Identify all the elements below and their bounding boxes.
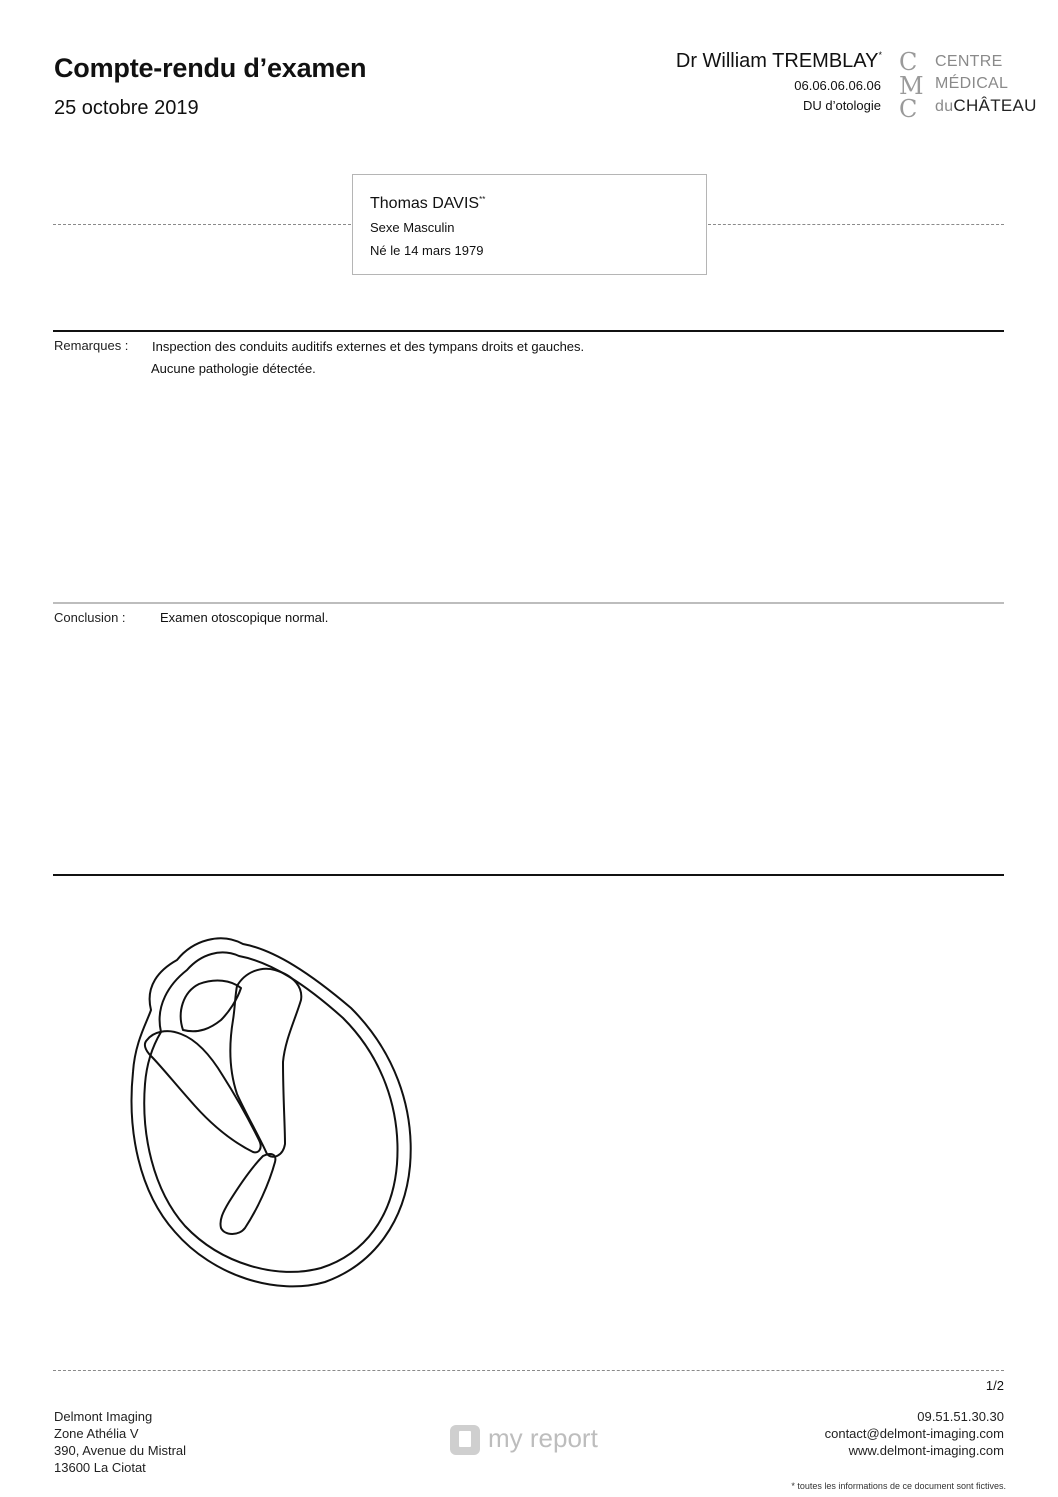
conclusion-label: Conclusion : bbox=[54, 610, 126, 625]
footer-company: Delmont Imaging bbox=[54, 1409, 153, 1424]
logo-line-3-light: du bbox=[935, 98, 954, 115]
logo-letter-m: M bbox=[899, 72, 924, 100]
remarks-top-rule bbox=[53, 330, 1004, 332]
footer-contact-block bbox=[825, 1408, 1004, 1459]
myreport-brand bbox=[450, 1423, 610, 1457]
footer-address-line-2: 390, Avenue du Mistral bbox=[54, 1443, 187, 1458]
patient-card bbox=[352, 174, 707, 275]
patient-name bbox=[370, 195, 485, 213]
clinic-logo bbox=[897, 50, 1057, 125]
report-title: Compte-rendu d’examen bbox=[54, 53, 367, 83]
logo-letter-c1: C bbox=[899, 48, 918, 76]
footer-address-line-3: 13600 La Ciotat bbox=[54, 1460, 146, 1475]
doctor-name-text: Dr William TREMBLAY bbox=[675, 50, 879, 72]
light-reflex bbox=[220, 1154, 275, 1234]
remarks-line-2: Aucune pathologie détectée. bbox=[151, 361, 316, 376]
doctor-specialty: DU d’otologie bbox=[802, 98, 881, 113]
remarks-line-1: Inspection des conduits auditifs externes et des tympans droits et gauches. bbox=[152, 339, 585, 354]
tympanum-inner-ring bbox=[144, 952, 397, 1271]
logo-line-1: CENTRE bbox=[935, 53, 1003, 70]
tympanum-outer-ring bbox=[132, 938, 411, 1286]
logo-line-2: MÉDICAL bbox=[935, 75, 1009, 92]
malleus-handle bbox=[230, 969, 301, 1157]
doctor-phone: 06.06.06.06.06 bbox=[794, 78, 881, 93]
footer-dashed-divider bbox=[53, 1370, 1004, 1371]
footer-address-line-1: Zone Athélia V bbox=[54, 1426, 139, 1441]
tympanum-left-lobe bbox=[145, 1031, 261, 1152]
disclaimer: * toutes les informations de ce document sont fictives. bbox=[791, 1481, 1006, 1491]
doctor-name-mark: * bbox=[878, 50, 882, 60]
dashed-divider-right bbox=[708, 224, 1004, 225]
patient-birthdate: Né le 14 mars 1979 bbox=[370, 243, 484, 258]
patient-name-text: Thomas DAVIS bbox=[370, 195, 480, 212]
clinic-logo-monogram bbox=[897, 50, 927, 125]
logo-letter-c2: C bbox=[899, 95, 918, 123]
dashed-divider-left bbox=[53, 224, 351, 225]
doctor-name bbox=[676, 50, 882, 73]
logo-line-3 bbox=[935, 96, 1037, 116]
report-date: 25 octobre 2019 bbox=[54, 97, 199, 119]
tympanum-diagram bbox=[125, 930, 425, 1290]
document-icon bbox=[450, 1425, 480, 1455]
logo-line-3-strong: CHÂTEAU bbox=[953, 96, 1037, 115]
footer-phone: 09.51.51.30.30 bbox=[917, 1409, 1004, 1424]
page-number: 1/2 bbox=[985, 1378, 1004, 1393]
footer-address-block bbox=[54, 1408, 186, 1476]
image-section-top-rule bbox=[53, 874, 1004, 876]
remarks-label: Remarques : bbox=[54, 338, 129, 353]
conclusion-top-rule bbox=[53, 602, 1004, 604]
patient-name-mark: ** bbox=[479, 195, 486, 204]
footer-website[interactable]: www.delmont-imaging.com bbox=[848, 1443, 1004, 1458]
patient-sex: Sexe Masculin bbox=[370, 220, 455, 235]
myreport-brand-text: my report bbox=[488, 1423, 598, 1453]
footer-email[interactable]: contact@delmont-imaging.com bbox=[824, 1426, 1004, 1441]
conclusion-text: Examen otoscopique normal. bbox=[160, 610, 329, 625]
